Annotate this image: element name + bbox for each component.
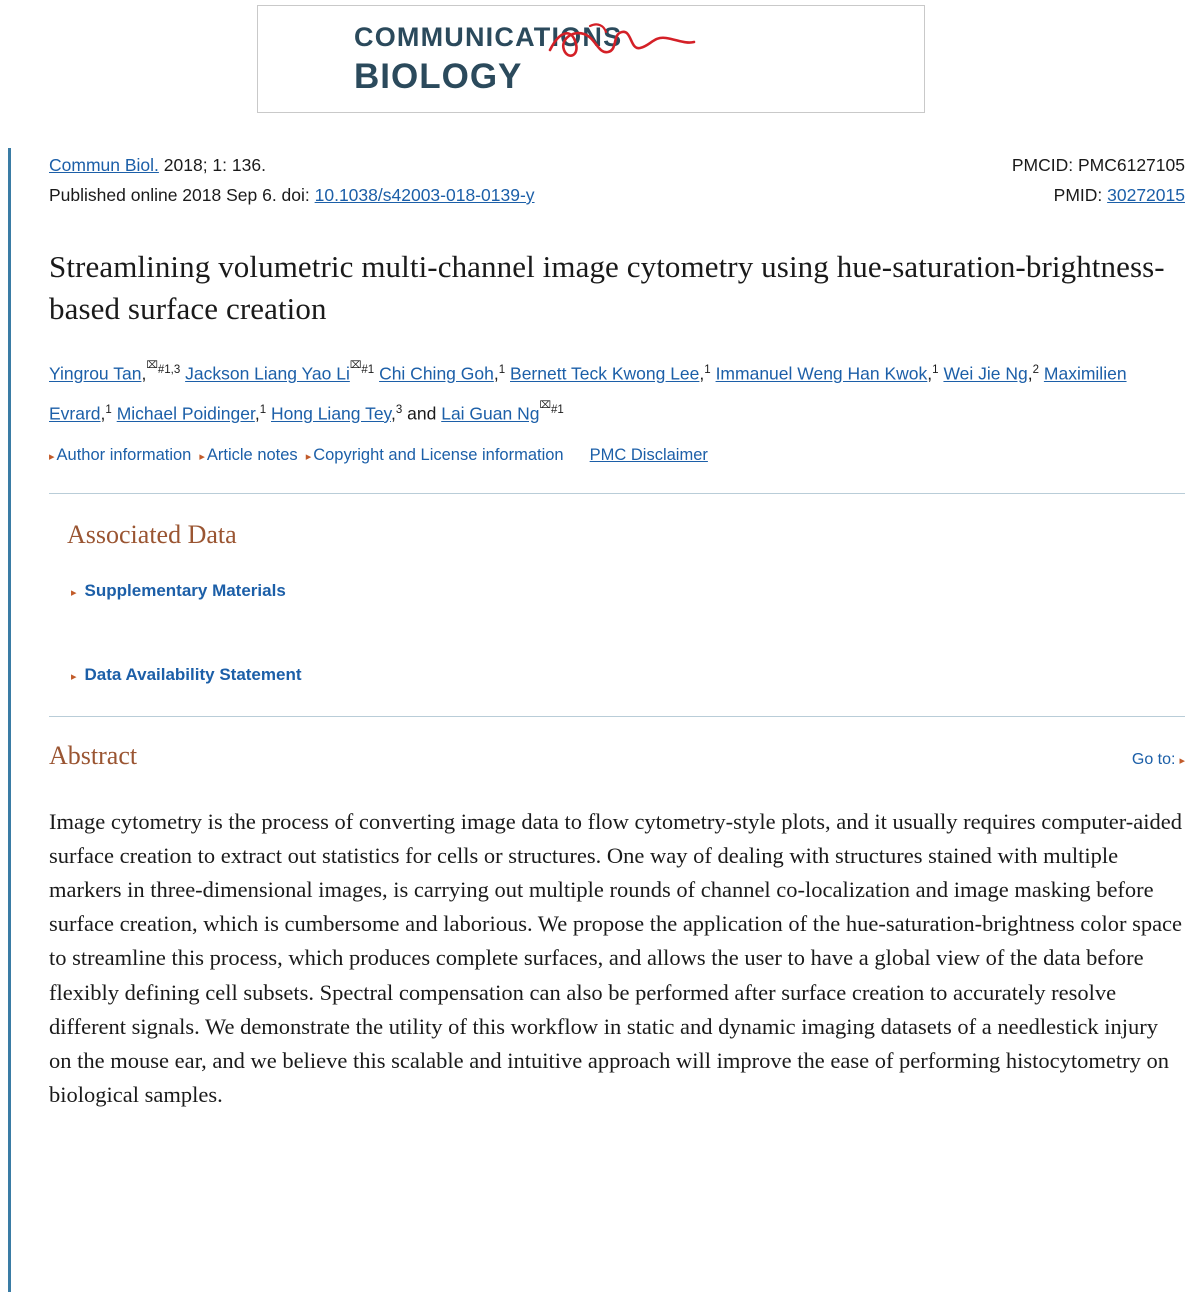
author-affiliation-marker: 3 [395, 403, 403, 416]
associated-data-list [71, 580, 1185, 688]
page-title: Streamlining volumetric multi-channel image cytometry using hue-saturation-brightness-based surface creation [49, 249, 1165, 327]
author-link[interactable]: Jackson Liang Yao Li [185, 363, 350, 384]
author-separator: , [141, 363, 147, 384]
author-information-label: Author information [56, 445, 192, 464]
data-availability-statement-toggle[interactable] [71, 664, 1185, 688]
missing-glyph-box-icon: ⌧ [349, 360, 362, 372]
supplementary-materials-toggle[interactable] [71, 580, 1185, 604]
article-notes-label: Article notes [206, 445, 298, 464]
author-separator: , [1027, 363, 1033, 384]
pmid-link[interactable]: 30272015 [1107, 185, 1185, 205]
citation-row-2 [49, 180, 1185, 210]
citation-journal-line [49, 150, 266, 180]
author-link[interactable]: Chi Ching Goh [379, 363, 494, 384]
citation-row-1 [49, 150, 1185, 180]
copyright-license-label: Copyright and License information [313, 445, 564, 464]
author-conjunction: and [407, 403, 442, 424]
abstract-heading: Abstract [49, 740, 138, 770]
abstract-text: Image cytometry is the process of converting image data to flow cytometry-style plots, and it usually requires computer-aided surface creation to extract out statistics for cells or structures. One way of dealing with structures stained with multiple markers in three-dimensional images, is carrying out multiple rounds of channel co-localization and image masking before surface creation, which is cumbersome and laborious. We propose the application of the hue-saturation-brightness color space to streamline this process, which produces complete surfaces, and allows the user to have a global view of the data before flexibly defining cell subsets. Spectral compensation can also be performed after surface creation to accurately resolve different signals. We demonstrate the utility of this workflow in static and dynamic imaging datasets of a needlestick injury on the mouse ear, and we believe this scalable and intuitive approach will improve the ease of performing histocytometry on biological samples. [49, 808, 1183, 1108]
author-affiliation-marker: 1 [259, 403, 267, 416]
article-content [49, 150, 1185, 1112]
article-notes-toggle[interactable] [199, 446, 297, 465]
divider-above-abstract [49, 716, 1185, 717]
author-separator: , [493, 363, 499, 384]
author-separator: , [699, 363, 705, 384]
pmc-disclaimer-link[interactable]: PMC Disclaimer [589, 445, 708, 464]
journal-masthead [257, 5, 925, 113]
divider-above-associated-data [49, 493, 1185, 494]
missing-glyph-box-icon: ⌧ [146, 360, 158, 372]
triangle-right-icon: ▸ [49, 450, 55, 463]
author-link[interactable]: Lai Guan Ng [441, 403, 540, 424]
goto-link[interactable] [1132, 751, 1185, 769]
published-prefix: Published online 2018 Sep 6. doi: [49, 185, 315, 205]
author-affiliation-marker: 1 [704, 364, 711, 377]
author-affiliation-marker: ⌧#1 [349, 360, 375, 377]
triangle-right-icon: ▸ [71, 670, 77, 683]
author-affiliation-marker: 1 [932, 364, 939, 377]
citation-rest: 2018; 1: 136. [158, 155, 266, 175]
journal-spine-bar [8, 148, 11, 1292]
author-link[interactable]: Immanuel Weng Han Kwok [715, 363, 928, 384]
associated-data-heading: Associated Data [67, 519, 237, 549]
author-link[interactable]: Bernett Teck Kwong Lee [510, 363, 700, 384]
author-link[interactable]: Hong Liang Tey [271, 403, 391, 424]
triangle-right-icon: ▸ [71, 586, 77, 599]
data-availability-statement-label: Data Availability Statement [84, 664, 302, 684]
pmid-line [1054, 180, 1185, 210]
pmid-prefix: PMID: [1053, 185, 1108, 205]
published-line [49, 180, 535, 210]
author-link[interactable]: Yingrou Tan [49, 363, 142, 384]
triangle-right-icon: ▸ [305, 450, 312, 463]
author-separator: , [100, 403, 106, 424]
pmcid-label: PMCID: PMC6127105 [1011, 155, 1185, 175]
abstract-header [49, 741, 1185, 771]
author-separator: , [391, 403, 396, 424]
masthead-line-biology: BIOLOGY [354, 57, 523, 96]
author-affiliation-marker: ⌧#1,3 [146, 360, 181, 377]
supplementary-materials-label: Supplementary Materials [84, 580, 286, 600]
triangle-right-icon: ▸ [199, 450, 205, 463]
triangle-right-icon: ▸ [1179, 754, 1185, 767]
author-link[interactable]: Maximilien Evrard [49, 363, 1127, 424]
author-affiliation-marker: ⌧#1 [539, 399, 564, 416]
doi-link[interactable]: 10.1038/s42003-018-0139-y [314, 185, 535, 205]
journal-link[interactable]: Commun Biol. [49, 155, 159, 175]
author-link[interactable]: Wei Jie Ng [943, 363, 1028, 384]
red-script-swoosh-icon [546, 20, 696, 64]
goto-label: Go to: [1131, 750, 1176, 768]
author-affiliation-marker: 1 [105, 403, 112, 416]
author-affiliation-marker: 2 [1032, 364, 1040, 377]
copyright-license-toggle[interactable] [306, 446, 564, 465]
author-link[interactable]: Michael Poidinger [116, 403, 255, 424]
author-information-toggle[interactable] [49, 446, 191, 465]
missing-glyph-box-icon: ⌧ [539, 399, 552, 411]
masthead-line-communications: COMMUNICATIONS [354, 22, 623, 52]
author-list [49, 350, 1185, 429]
author-affiliation-marker: 1 [498, 364, 506, 377]
author-separator: , [927, 363, 933, 384]
article-meta-links [49, 446, 1185, 465]
author-separator: , [254, 403, 260, 424]
